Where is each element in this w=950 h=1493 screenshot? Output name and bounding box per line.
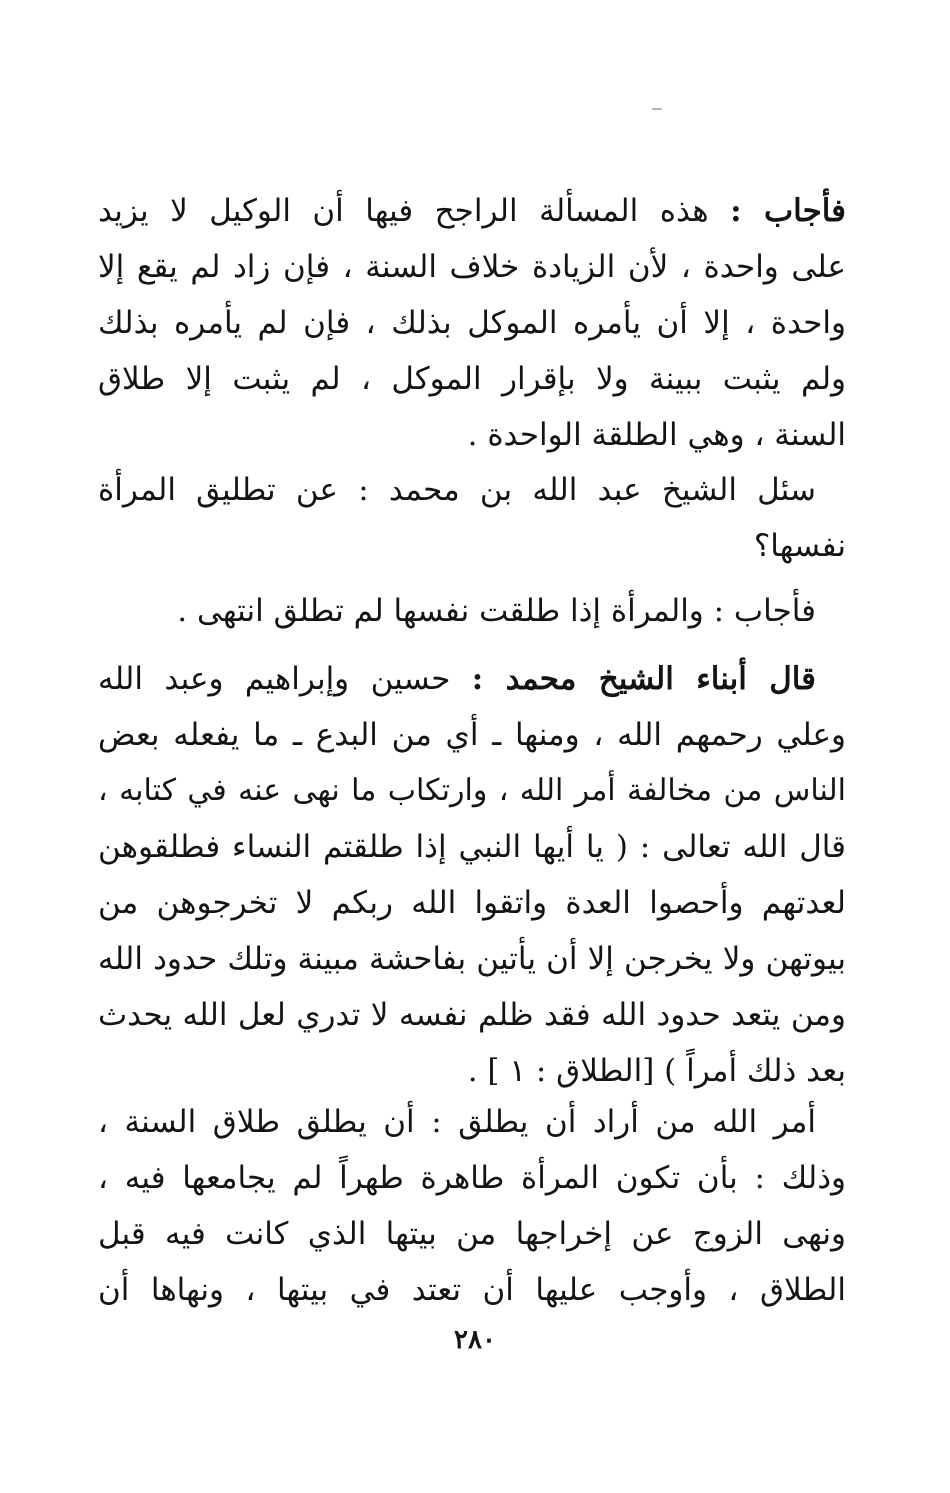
text-line: قال الله تعالى : ( يا أيها النبي إذا طلقتم النساء فطلقوهن <box>98 829 846 865</box>
text-line: أمر الله من أراد أن يطلق : أن يطلق طلاق السنة ، <box>98 1104 816 1140</box>
text-line: واحدة ، إلا أن يأمره الموكل بذلك ، فإن لم يأمره بذلك <box>98 305 846 341</box>
text-line: نفسها؟ <box>753 528 846 564</box>
line-text: حسين وإبراهيم وعبد الله <box>98 661 451 697</box>
text-line: الطلاق ، وأوجب عليها أن تعتد في بيتها ، ونهاها أن <box>98 1272 846 1308</box>
text-line: بيوتهن ولا يخرجن إلا أن يأتين بفاحشة مبينة وتلك حدود الله <box>98 941 846 977</box>
text-line: وعلي رحمهم الله ، ومنها ـ أي من البدع ـ ما يفعله بعض <box>98 717 846 753</box>
scan-speck <box>652 108 662 110</box>
line-text: هذه المسألة الراجح فيها أن الوكيل لا يزيد <box>98 193 709 229</box>
text-line: الناس من مخالفة أمر الله ، وارتكاب ما نهى عنه في كتابه ، <box>98 773 846 808</box>
paragraph-sunnah-divorce <box>98 1094 846 1318</box>
text-line: بعد ذلك أمراً ) [الطلاق : ١ ] . <box>467 1053 846 1089</box>
text-line: فأجاب : والمرأة إذا طلقت نفسها لم تطلق انتهى . <box>177 593 816 629</box>
paragraph-question <box>98 462 846 574</box>
paragraph-sons-statement <box>98 651 846 1099</box>
text-line: وذلك : بأن تكون المرأة طاهرة طهراً لم يجامعها فيه ، <box>98 1160 846 1196</box>
text-line <box>98 183 846 239</box>
paragraph-lead: فأجاب : <box>730 193 846 229</box>
text-line: على واحدة ، لأن الزيادة خلاف السنة ، فإن زاد لم يقع إلا <box>98 249 846 285</box>
text-line <box>98 651 846 707</box>
text-line: لعدتهم وأحصوا العدة واتقوا الله ربكم لا تخرجوهن من <box>98 885 846 921</box>
text-line: السنة ، وهي الطلقة الواحدة . <box>467 417 846 453</box>
text-line: ونهى الزوج عن إخراجها من بيتها الذي كانت فيه قبل <box>98 1216 846 1252</box>
text-line: ولم يثبت ببينة ولا بإقرار الموكل ، لم يثبت إلا طلاق <box>98 361 846 397</box>
page-number: ٢٨٠ <box>454 1325 496 1355</box>
text-line: سئل الشيخ عبد الله بن محمد : عن تطليق المرأة <box>98 472 816 508</box>
paragraph-lead: قال أبناء الشيخ محمد : <box>471 661 816 697</box>
paragraph-answer-1 <box>98 183 846 463</box>
paragraph-answer-2 <box>98 583 846 639</box>
text-line: ومن يتعد حدود الله فقد ظلم نفسه لا تدري لعل الله يحدث <box>98 997 846 1033</box>
